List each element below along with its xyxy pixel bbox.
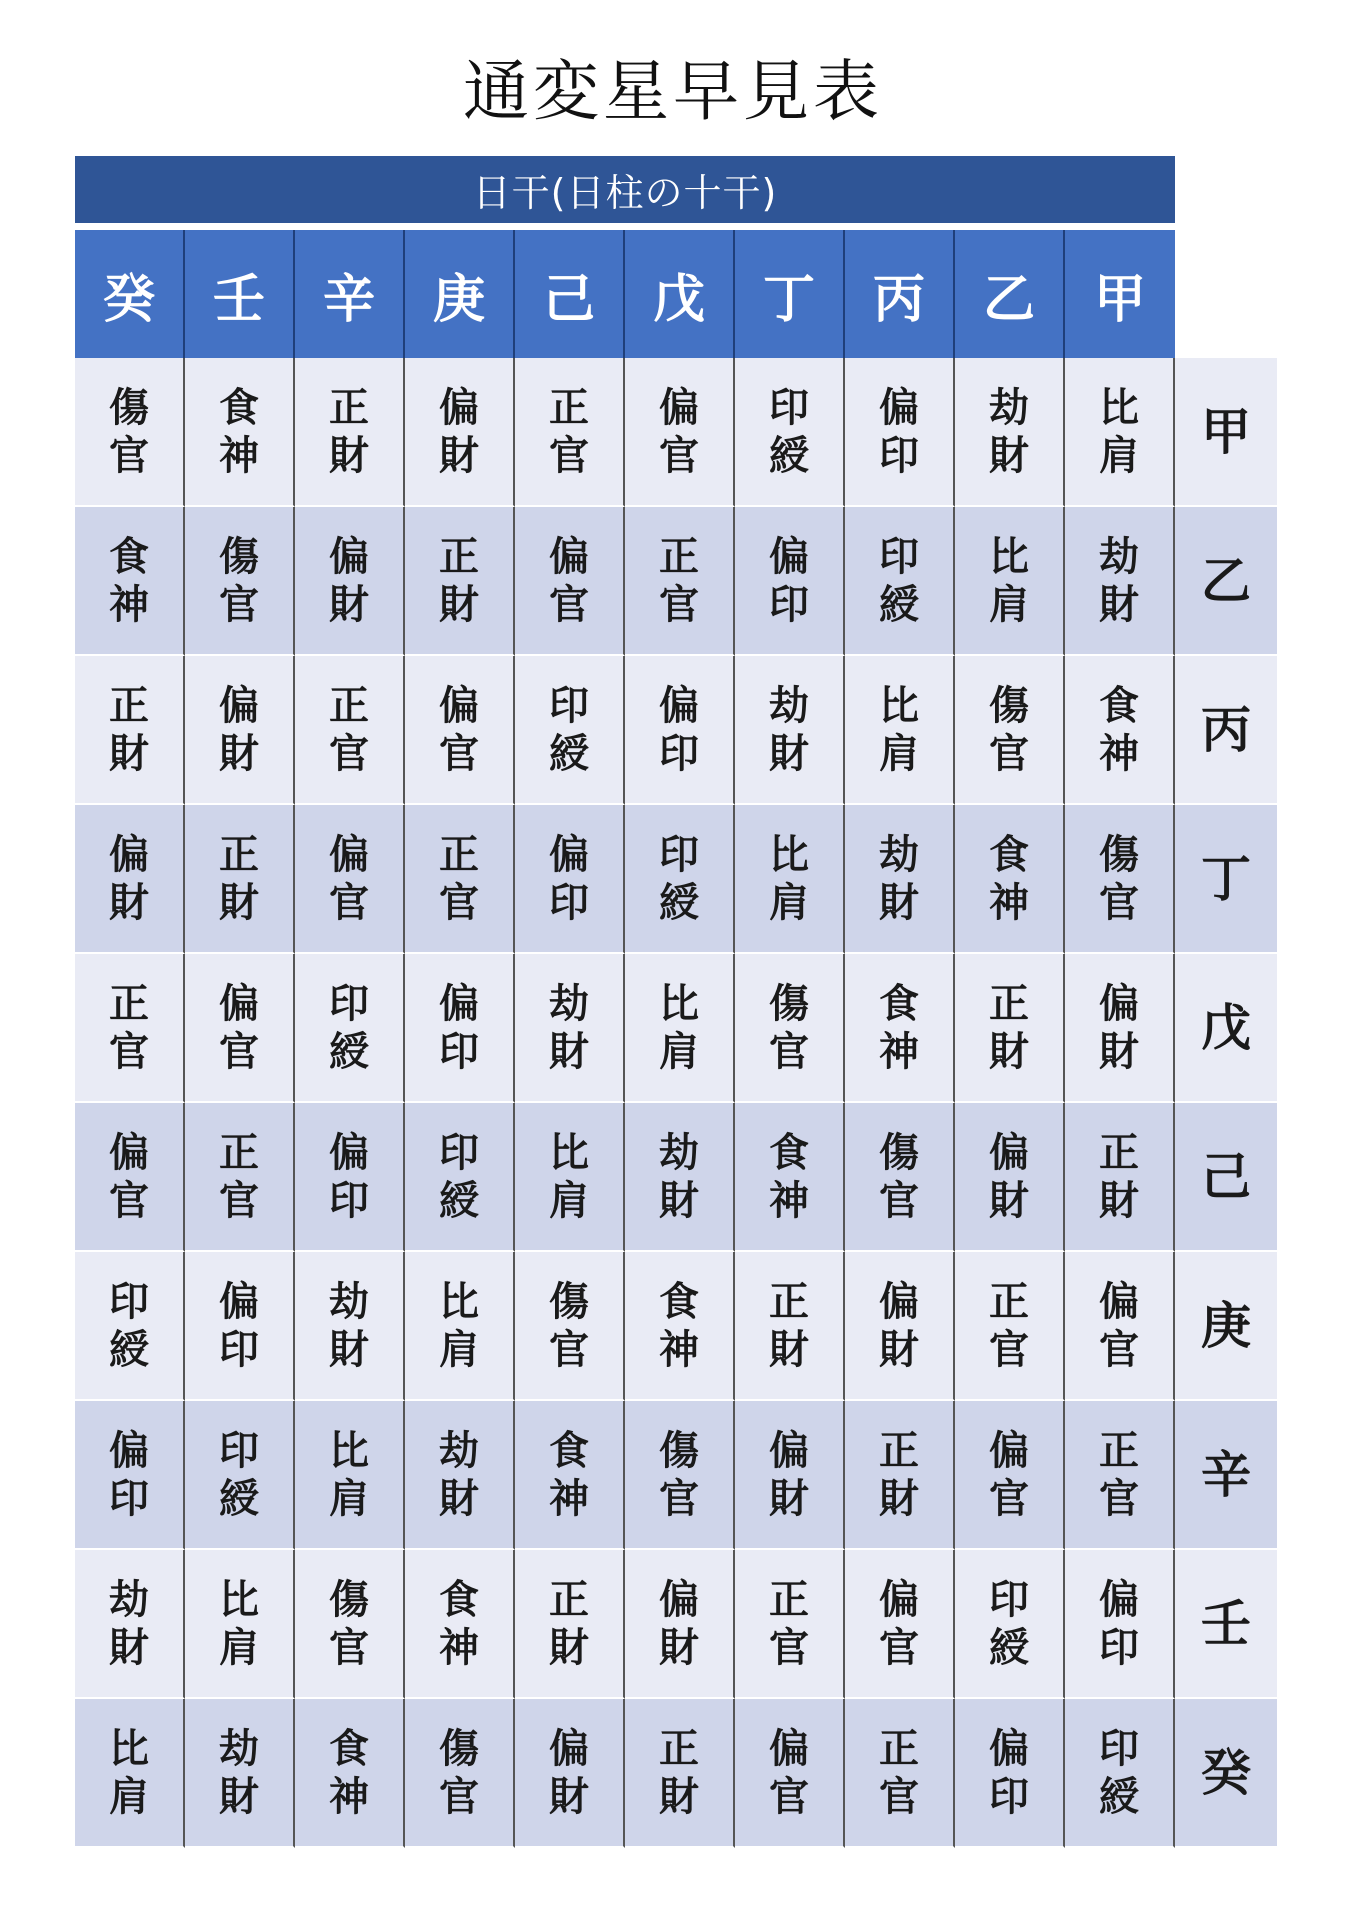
star-cell [185,954,295,1103]
star-cell [295,1103,405,1252]
star-label: 食神 [879,980,919,1075]
star-label: 偏官 [549,533,589,628]
day-stem-row [75,230,1175,358]
star-cell [955,656,1065,805]
star-cell [405,1699,515,1848]
star-cell [75,1103,185,1252]
star-cell [845,656,955,805]
star-label: 偏官 [219,980,259,1075]
star-label: 偏印 [879,384,919,479]
star-cell [515,656,625,805]
star-cell [75,1550,185,1699]
star-cell [1065,1252,1175,1401]
star-label: 正官 [549,384,589,479]
star-cell [1065,1103,1175,1252]
star-label: 偏官 [329,831,369,926]
star-cell [1065,805,1175,954]
star-label: 劫財 [1099,533,1139,628]
star-cell [185,1699,295,1848]
star-label: 正財 [879,1427,919,1522]
star-label: 正官 [659,533,699,628]
star-label: 印綬 [989,1576,1029,1671]
star-label: 印綬 [219,1427,259,1522]
star-cell [295,1252,405,1401]
star-label: 偏官 [989,1427,1029,1522]
star-label: 食神 [219,384,259,479]
star-label: 偏官 [769,1725,809,1820]
star-label: 傷官 [879,1129,919,1224]
star-label: 劫財 [549,980,589,1075]
star-cell [295,954,405,1103]
day-stem-cell: 丁 [735,230,845,358]
star-label: 傷官 [329,1576,369,1671]
star-label: 比肩 [439,1278,479,1373]
star-cell [735,805,845,954]
star-cell [1065,1699,1175,1848]
star-cell [75,1699,185,1848]
star-label: 正財 [769,1278,809,1373]
star-cell [405,507,515,656]
star-label: 傷官 [219,533,259,628]
star-label: 偏印 [549,831,589,926]
star-cell [955,1550,1065,1699]
star-cell [405,1252,515,1401]
star-cell [185,805,295,954]
star-cell [405,1103,515,1252]
target-stem-cell: 丙 [1175,656,1277,805]
day-stem-header-label: 日干(日柱の十干) [472,171,778,215]
star-cell [185,1401,295,1550]
day-stem-cell: 己 [515,230,625,358]
star-label: 比肩 [549,1129,589,1224]
star-label: 傷官 [549,1278,589,1373]
star-cell [625,954,735,1103]
star-label: 偏財 [879,1278,919,1373]
star-label: 正官 [439,831,479,926]
star-cell [295,358,405,507]
target-stem-cell: 壬 [1175,1550,1277,1699]
star-cell [625,1401,735,1550]
star-cell [405,805,515,954]
star-label: 正官 [219,1129,259,1224]
star-label: 比肩 [879,682,919,777]
star-cell [1065,1401,1175,1550]
star-cell [295,507,405,656]
star-label: 食神 [549,1427,589,1522]
star-cell [295,1401,405,1550]
star-label: 偏印 [659,682,699,777]
star-cell [75,805,185,954]
star-label: 正財 [329,384,369,479]
star-label: 比肩 [659,980,699,1075]
page-title: 通変星早見表 [463,53,883,130]
star-cell [515,358,625,507]
star-label: 正官 [989,1278,1029,1373]
star-cell [735,954,845,1103]
star-cell [735,1103,845,1252]
tsuhensei-table [75,358,1277,1848]
star-label: 印綬 [439,1129,479,1224]
star-cell [845,1103,955,1252]
star-cell [1065,954,1175,1103]
star-label: 食神 [769,1129,809,1224]
star-label: 傷官 [1099,831,1139,926]
star-cell [1065,656,1175,805]
star-label: 印綬 [879,533,919,628]
star-cell [625,1550,735,1699]
star-label: 偏財 [659,1576,699,1671]
star-cell [1065,507,1175,656]
star-label: 比肩 [989,533,1029,628]
star-cell [515,1252,625,1401]
star-label: 偏官 [659,384,699,479]
star-cell [405,1401,515,1550]
star-label: 印綬 [109,1278,149,1373]
star-label: 印綬 [1099,1725,1139,1820]
star-cell [625,656,735,805]
star-label: 印綬 [329,980,369,1075]
star-label: 正財 [549,1576,589,1671]
star-cell [735,507,845,656]
star-cell [185,1252,295,1401]
star-label: 傷官 [769,980,809,1075]
star-label: 食神 [109,533,149,628]
star-cell [955,805,1065,954]
star-label: 比肩 [1099,384,1139,479]
star-cell [1065,358,1175,507]
star-label: 偏印 [109,1427,149,1522]
star-cell [955,507,1065,656]
target-stem-cell: 辛 [1175,1401,1277,1550]
star-cell [735,1252,845,1401]
star-label: 正官 [879,1725,919,1820]
star-label: 劫財 [769,682,809,777]
star-cell [845,805,955,954]
star-cell [75,954,185,1103]
day-stem-cell: 丙 [845,230,955,358]
star-cell [185,1550,295,1699]
star-label: 劫財 [109,1576,149,1671]
star-label: 偏財 [109,831,149,926]
target-stem-cell: 庚 [1175,1252,1277,1401]
day-stem-header [75,156,1175,223]
star-cell [845,1252,955,1401]
star-cell [185,507,295,656]
target-stem-cell: 乙 [1175,507,1277,656]
star-label: 比肩 [109,1725,149,1820]
star-cell [955,1252,1065,1401]
star-label: 偏官 [109,1129,149,1224]
star-cell [955,1103,1065,1252]
star-label: 偏財 [439,384,479,479]
star-cell [75,656,185,805]
star-label: 印綬 [659,831,699,926]
star-label: 正官 [109,980,149,1075]
star-label: 劫財 [989,384,1029,479]
star-cell [295,656,405,805]
star-cell [75,1401,185,1550]
day-stem-cell: 辛 [295,230,405,358]
star-cell [515,1103,625,1252]
star-cell [735,1550,845,1699]
star-label: 印綬 [769,384,809,479]
day-stem-cell: 癸 [75,230,185,358]
star-label: 比肩 [329,1427,369,1522]
star-cell [845,1401,955,1550]
day-stem-cell: 壬 [185,230,295,358]
star-label: 食神 [329,1725,369,1820]
star-cell [625,358,735,507]
star-label: 印綬 [549,682,589,777]
star-label: 正官 [329,682,369,777]
day-stem-cell: 戊 [625,230,735,358]
star-cell [295,1699,405,1848]
star-label: 正財 [989,980,1029,1075]
star-cell [185,1103,295,1252]
star-cell [1065,1550,1175,1699]
star-cell [405,1550,515,1699]
star-label: 傷官 [659,1427,699,1522]
star-label: 正官 [1099,1427,1139,1522]
star-label: 比肩 [219,1576,259,1671]
star-label: 食神 [439,1576,479,1671]
star-cell [955,1401,1065,1550]
star-label: 偏財 [329,533,369,628]
target-stem-cell: 己 [1175,1103,1277,1252]
star-cell [955,1699,1065,1848]
star-cell [955,358,1065,507]
star-cell [515,1550,625,1699]
star-label: 正官 [769,1576,809,1671]
star-label: 食神 [659,1278,699,1373]
star-label: 偏印 [439,980,479,1075]
star-label: 偏官 [1099,1278,1139,1373]
star-cell [185,656,295,805]
star-label: 偏印 [769,533,809,628]
star-cell [735,358,845,507]
star-label: 偏財 [549,1725,589,1820]
star-label: 偏印 [989,1725,1029,1820]
star-cell [405,954,515,1103]
star-cell [735,656,845,805]
target-stem-cell: 癸 [1175,1699,1277,1848]
star-cell [625,1103,735,1252]
star-cell [185,358,295,507]
star-cell [515,805,625,954]
star-cell [515,507,625,656]
star-cell [845,507,955,656]
star-label: 偏財 [989,1129,1029,1224]
target-stem-cell: 戊 [1175,954,1277,1103]
star-cell [625,1252,735,1401]
star-label: 偏官 [439,682,479,777]
star-cell [955,954,1065,1103]
star-label: 食神 [989,831,1029,926]
star-label: 偏財 [1099,980,1139,1075]
target-stem-cell: 丁 [1175,805,1277,954]
star-cell [845,1699,955,1848]
star-label: 傷官 [109,384,149,479]
star-cell [625,507,735,656]
star-cell [75,1252,185,1401]
star-label: 偏財 [769,1427,809,1522]
star-label: 傷官 [439,1725,479,1820]
star-cell [625,1699,735,1848]
day-stem-cell: 庚 [405,230,515,358]
star-label: 正財 [659,1725,699,1820]
star-label: 偏印 [329,1129,369,1224]
star-label: 正財 [1099,1129,1139,1224]
star-label: 偏印 [219,1278,259,1373]
star-label: 正財 [439,533,479,628]
star-label: 比肩 [769,831,809,926]
star-cell [515,954,625,1103]
star-cell [845,954,955,1103]
star-label: 正財 [219,831,259,926]
star-cell [405,358,515,507]
star-cell [625,805,735,954]
star-label: 食神 [1099,682,1139,777]
star-label: 偏官 [879,1576,919,1671]
star-label: 劫財 [659,1129,699,1224]
star-label: 劫財 [439,1427,479,1522]
star-label: 偏印 [1099,1576,1139,1671]
star-cell [845,1550,955,1699]
star-cell [515,1699,625,1848]
star-cell [735,1699,845,1848]
star-cell [515,1401,625,1550]
day-stem-cell: 甲 [1065,230,1175,358]
star-cell [295,1550,405,1699]
day-stem-cell: 乙 [955,230,1065,358]
star-cell [75,507,185,656]
star-cell [295,805,405,954]
star-cell [735,1401,845,1550]
star-label: 劫財 [219,1725,259,1820]
star-label: 正財 [109,682,149,777]
star-cell [75,358,185,507]
star-cell [845,358,955,507]
star-label: 傷官 [989,682,1029,777]
target-stem-cell: 甲 [1175,358,1277,507]
star-label: 劫財 [879,831,919,926]
star-cell [405,656,515,805]
star-label: 劫財 [329,1278,369,1373]
star-label: 偏財 [219,682,259,777]
